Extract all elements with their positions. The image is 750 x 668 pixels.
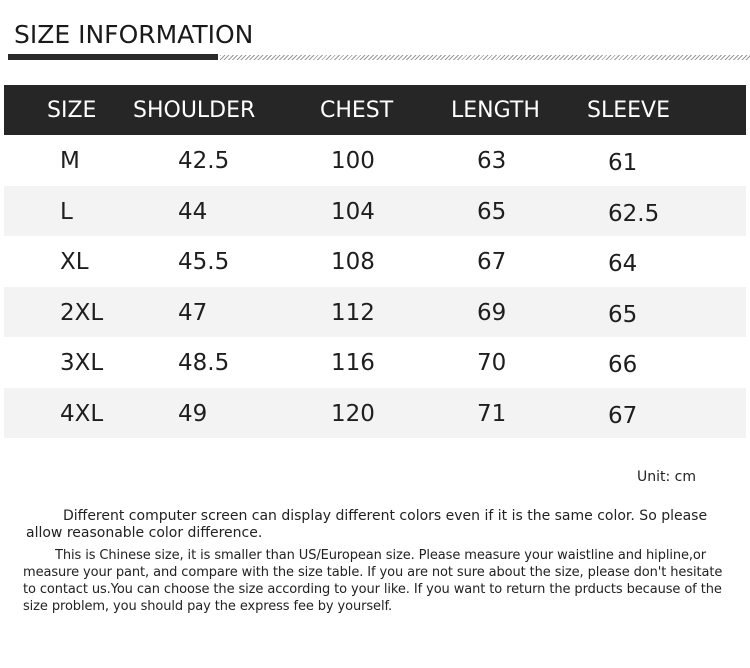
color-note: Different computer screen can display different colors even if it is the same color. So please allow reasonable color difference.: [26, 508, 708, 541]
header-sleeve: SLEEVE: [587, 98, 670, 123]
cell-length: 70: [477, 350, 507, 376]
cell-chest: 108: [331, 249, 375, 275]
cell-sleeve: 64: [608, 251, 638, 277]
cell-chest: 120: [331, 400, 375, 427]
cell-sleeve: 61: [608, 150, 638, 176]
cell-shoulder: 45.5: [178, 249, 230, 275]
size-table: [4, 85, 746, 438]
header-shoulder: SHOULDER: [133, 98, 256, 123]
header-length: LENGTH: [451, 98, 540, 123]
header-size: SIZE: [47, 98, 97, 123]
title-underline-hatch: [220, 55, 750, 60]
size-note: This is Chinese size, it is smaller than US/European size. Please measure your waistline and hipline,or measure your pant, and compare with the size table. If you are not sure about the size, please don't hesitate to contact us.You can choose the size according to your like. If you want to return the prducts because of the size problem, you should pay the express fee by yourself.: [23, 548, 723, 614]
cell-size: 3XL: [60, 350, 104, 376]
cell-size: L: [60, 198, 73, 225]
page-title: SIZE INFORMATION: [14, 20, 254, 49]
cell-chest: 104: [331, 198, 375, 225]
cell-size: XL: [60, 249, 89, 275]
cell-shoulder: 47: [178, 299, 208, 326]
cell-shoulder: 48.5: [178, 350, 230, 376]
cell-sleeve: 66: [608, 352, 638, 378]
title-underline-solid: [8, 54, 218, 60]
header-chest: CHEST: [320, 98, 394, 123]
cell-length: 63: [477, 148, 507, 174]
cell-shoulder: 49: [178, 400, 208, 427]
cell-length: 65: [477, 198, 507, 225]
table-header: [4, 85, 746, 135]
cell-shoulder: 44: [178, 198, 208, 225]
cell-sleeve: 62.5: [608, 200, 660, 227]
cell-length: 71: [477, 400, 507, 427]
title-underline: [8, 54, 750, 60]
table-row: [4, 388, 746, 439]
cell-sleeve: 67: [608, 402, 638, 429]
cell-chest: 112: [331, 299, 375, 326]
cell-chest: 100: [331, 148, 375, 174]
cell-sleeve: 65: [608, 301, 638, 328]
cell-size: 2XL: [60, 299, 104, 326]
unit-label: Unit: cm: [637, 469, 697, 485]
cell-size: 4XL: [60, 400, 104, 427]
cell-length: 69: [477, 299, 507, 326]
cell-shoulder: 42.5: [178, 148, 230, 174]
table-row: [4, 135, 746, 186]
table-row: [4, 236, 746, 287]
cell-length: 67: [477, 249, 507, 275]
table-row: [4, 186, 746, 237]
table-row: [4, 287, 746, 338]
table-row: [4, 337, 746, 388]
cell-size: M: [60, 148, 80, 174]
cell-chest: 116: [331, 350, 375, 376]
